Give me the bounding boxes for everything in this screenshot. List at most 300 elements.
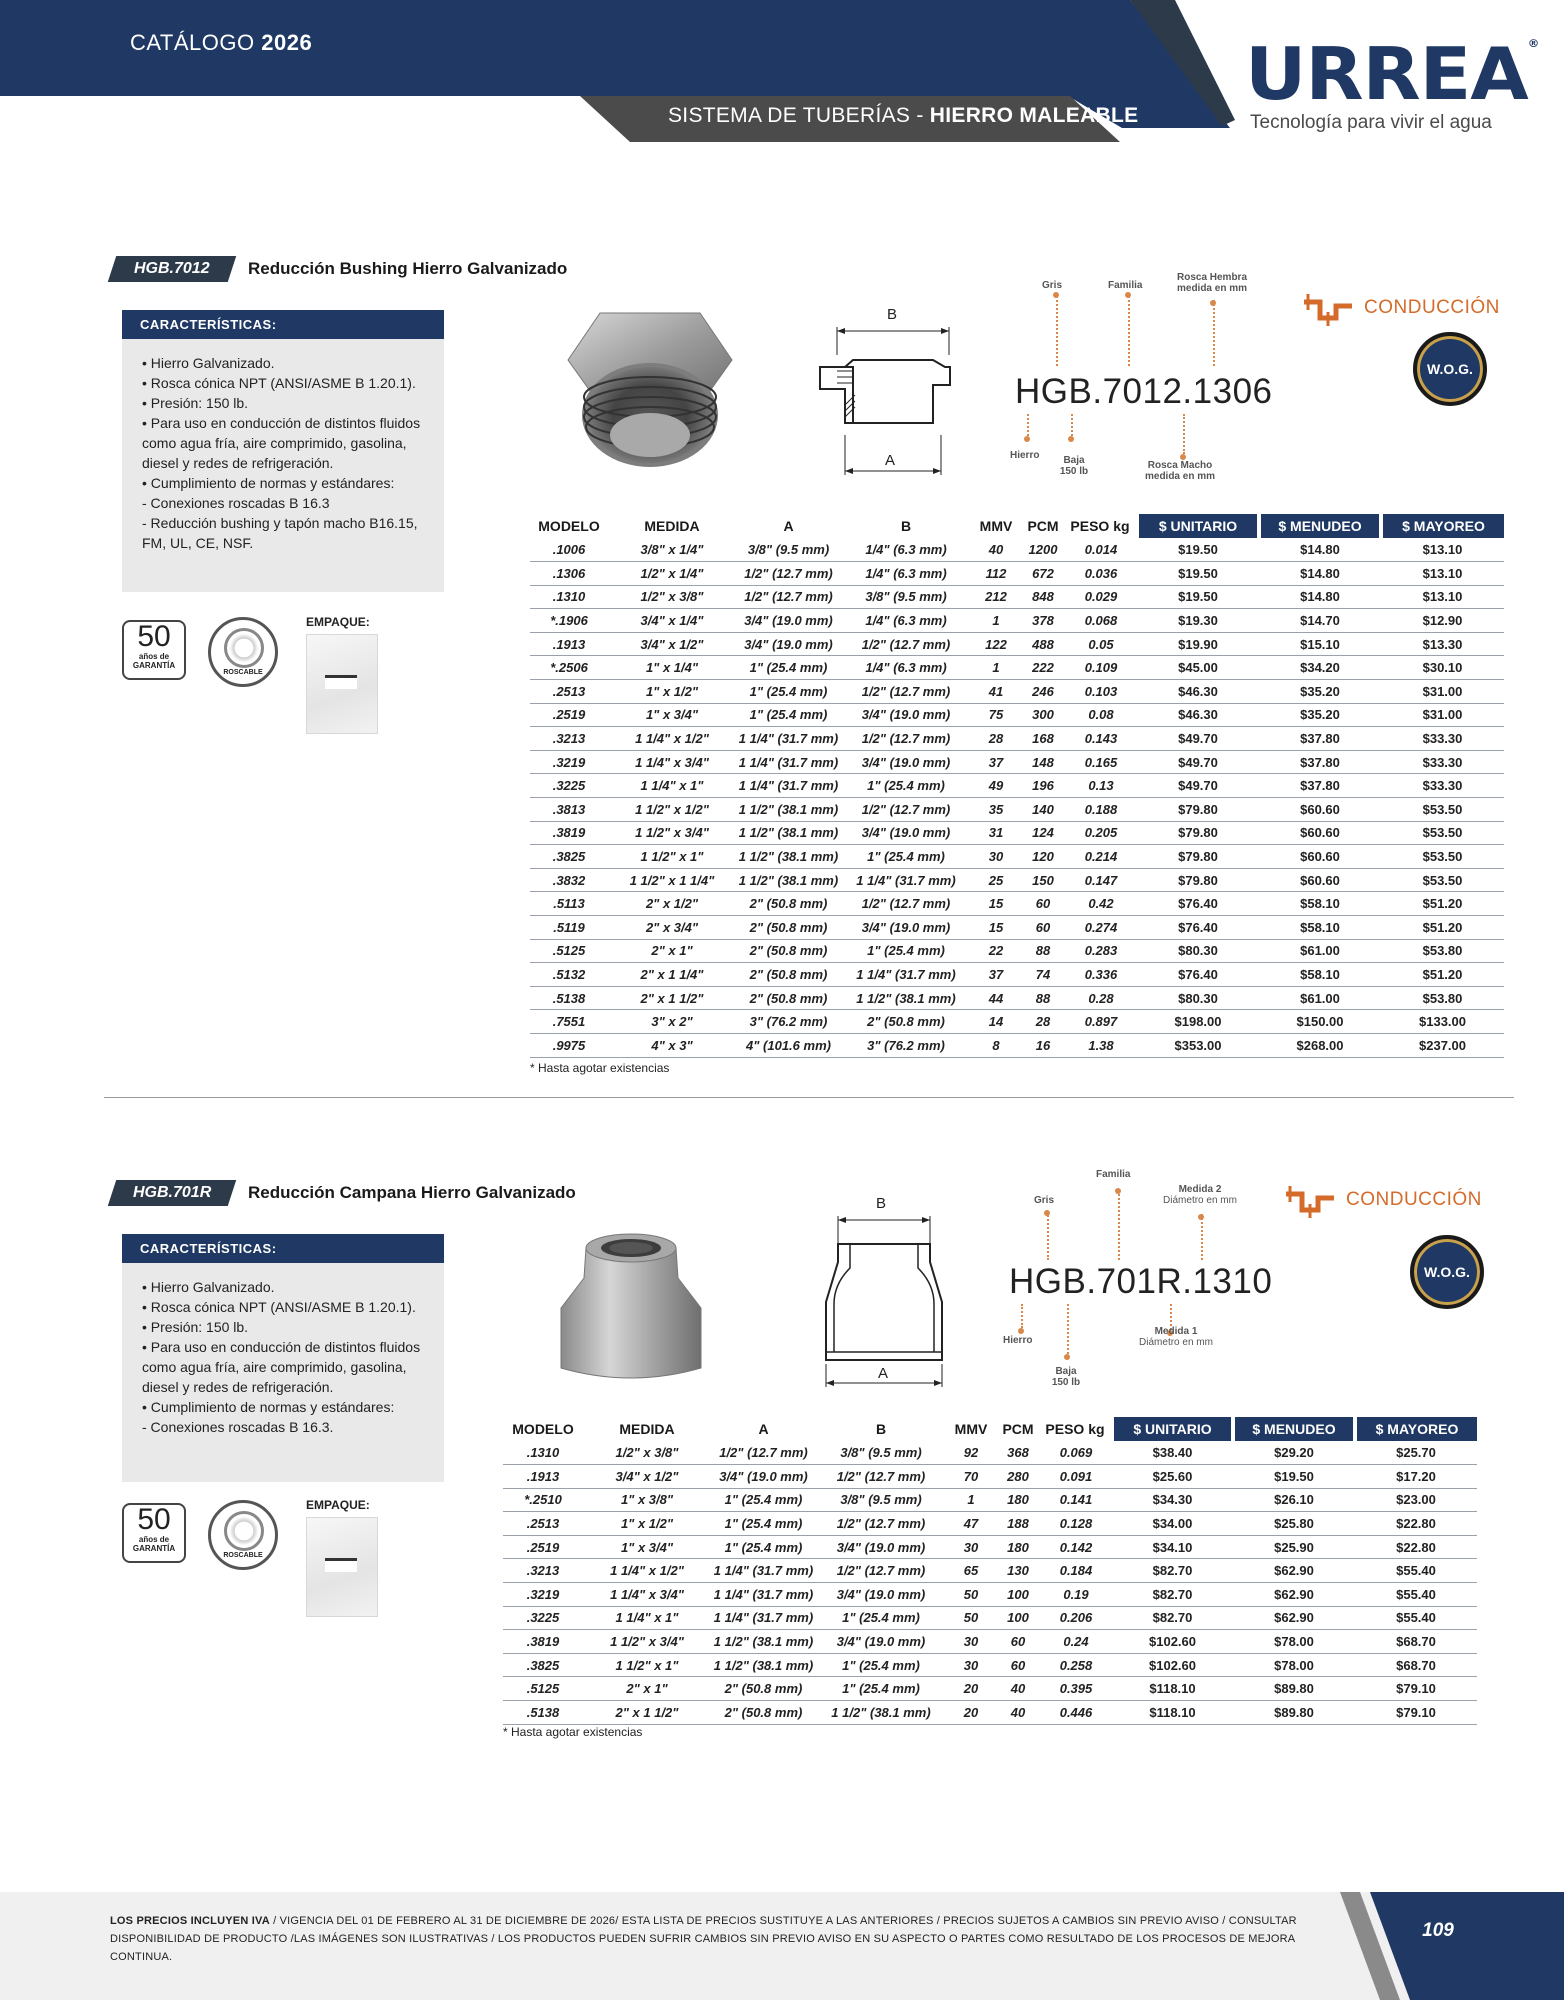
col-header: MEDIDA — [644, 518, 700, 534]
table-cell: 3/4" x 1/2" — [608, 632, 736, 656]
table-cell: 3/4" (19.0 mm) — [841, 821, 971, 845]
catalog-label: CATÁLOGO 2026 — [130, 30, 313, 55]
table-row — [503, 1653, 1477, 1677]
features-list — [122, 339, 444, 571]
table-cell: 1" (25.4 mm) — [711, 1535, 816, 1559]
table-cell: $34.20 — [1259, 656, 1381, 680]
annotation-line — [1027, 414, 1029, 436]
table-cell: *.1906 — [530, 609, 608, 633]
table-cell: 368 — [996, 1441, 1040, 1465]
annotation-dot — [1125, 292, 1131, 298]
table-cell: $49.70 — [1137, 774, 1259, 798]
table-cell: 50 — [946, 1583, 996, 1607]
warranty-badge — [122, 1503, 186, 1563]
annotation-line — [1118, 1190, 1120, 1260]
table-cell: $25.90 — [1233, 1535, 1355, 1559]
table-row — [530, 916, 1504, 940]
table-cell: $13.10 — [1381, 538, 1504, 562]
col-header: A — [783, 518, 794, 534]
brand-logo — [1245, 32, 1539, 134]
conduccion-label: CONDUCCIÓN — [1364, 297, 1500, 318]
table-cell: 378 — [1021, 609, 1065, 633]
table-cell: 0.283 — [1065, 939, 1137, 963]
table-cell: 246 — [1021, 680, 1065, 704]
table-cell: $198.00 — [1137, 1010, 1259, 1034]
table-cell: 0.206 — [1040, 1606, 1112, 1630]
table-cell: 1 1/2" (38.1 mm) — [736, 821, 841, 845]
table-cell: 3/8" (9.5 mm) — [816, 1488, 946, 1512]
table-cell: 0.109 — [1065, 656, 1137, 680]
table-cell: 25 — [971, 868, 1021, 892]
table-cell: 2" (50.8 mm) — [736, 892, 841, 916]
table-cell: 0.029 — [1065, 585, 1137, 609]
table-cell: 28 — [1021, 1010, 1065, 1034]
annotation-baja: Baja 150 lb — [1051, 1366, 1081, 1388]
table-cell: 1" (25.4 mm) — [816, 1606, 946, 1630]
table-cell: $68.70 — [1355, 1653, 1477, 1677]
table-cell: $14.80 — [1259, 585, 1381, 609]
section-divider — [104, 1097, 1514, 1098]
table-cell: $53.50 — [1381, 798, 1504, 822]
packing-label: EMPAQUE: — [306, 1498, 370, 1512]
table-row — [530, 538, 1504, 562]
table-cell: 1 1/2" (38.1 mm) — [711, 1630, 816, 1654]
table-row — [530, 727, 1504, 751]
table-row — [503, 1606, 1477, 1630]
table-cell: 1 1/2" x 3/4" — [608, 821, 736, 845]
annotation-line — [1021, 1304, 1023, 1328]
table-cell: 3/4" (19.0 mm) — [816, 1583, 946, 1607]
col-header: PCM — [1027, 518, 1059, 534]
table-cell: $19.90 — [1137, 632, 1259, 656]
table-cell: 1/2" x 3/8" — [608, 585, 736, 609]
table-cell: 1 1/4" x 1" — [583, 1606, 711, 1630]
annotation-line — [1067, 1304, 1069, 1354]
table-cell: 1 1/2" x 3/4" — [583, 1630, 711, 1654]
drawing-label-b: B — [887, 306, 898, 323]
table-cell: 1 1/2" x 1/2" — [608, 798, 736, 822]
table-cell: 92 — [946, 1441, 996, 1465]
col-header: MMV — [954, 1421, 988, 1437]
table-cell: 1" (25.4 mm) — [711, 1512, 816, 1536]
pipe-icon — [1282, 1180, 1338, 1220]
table-cell: 0.274 — [1065, 916, 1137, 940]
table-cell: 1/2" (12.7 mm) — [816, 1465, 946, 1489]
table-cell: 0.13 — [1065, 774, 1137, 798]
table-cell: $49.70 — [1137, 727, 1259, 751]
table-cell: 88 — [1021, 939, 1065, 963]
table-cell: $79.80 — [1137, 845, 1259, 869]
table-cell: 2" (50.8 mm) — [736, 916, 841, 940]
col-header: B — [900, 518, 912, 534]
table-row — [530, 1010, 1504, 1034]
table-cell: 0.188 — [1065, 798, 1137, 822]
col-header-price: $ MENUDEO — [1233, 1417, 1355, 1441]
table-cell: .3819 — [530, 821, 608, 845]
table-cell: $15.10 — [1259, 632, 1381, 656]
table-cell: 88 — [1021, 986, 1065, 1010]
table-cell: 0.214 — [1065, 845, 1137, 869]
table-cell: 0.069 — [1040, 1441, 1112, 1465]
table-cell: 22 — [971, 939, 1021, 963]
table-cell: $37.80 — [1259, 727, 1381, 751]
table-row — [530, 963, 1504, 987]
table-cell: 1/2" (12.7 mm) — [816, 1559, 946, 1583]
table-cell: 1 1/4" x 3/4" — [608, 750, 736, 774]
table-cell: 0.143 — [1065, 727, 1137, 751]
table-cell: 1" x 3/4" — [608, 703, 736, 727]
table-cell: .3213 — [530, 727, 608, 751]
table-cell: 120 — [1021, 845, 1065, 869]
table-cell: $62.90 — [1233, 1606, 1355, 1630]
table-cell: $25.60 — [1112, 1465, 1233, 1489]
col-header-price: $ MAYOREO — [1381, 514, 1504, 538]
feature-item: • Cumplimiento de normas y estándares: — [142, 1399, 395, 1415]
table-cell: 3/4" (19.0 mm) — [736, 632, 841, 656]
table-cell: 1/2" x 3/8" — [583, 1441, 711, 1465]
table-row — [530, 609, 1504, 633]
table-cell: 1 1/2" (38.1 mm) — [816, 1701, 946, 1725]
table-cell: 65 — [946, 1559, 996, 1583]
table-cell: .7551 — [530, 1010, 608, 1034]
table-cell: 3/8" (9.5 mm) — [816, 1441, 946, 1465]
table-cell: $51.20 — [1381, 892, 1504, 916]
table-cell: $33.30 — [1381, 727, 1504, 751]
table-cell: $53.50 — [1381, 868, 1504, 892]
table-cell: 4" (101.6 mm) — [736, 1033, 841, 1057]
table-cell: 148 — [1021, 750, 1065, 774]
table-cell: 1" x 1/4" — [608, 656, 736, 680]
table-cell: 1" (25.4 mm) — [841, 774, 971, 798]
table-cell: 1 1/4" (31.7 mm) — [711, 1606, 816, 1630]
table-cell: 212 — [971, 585, 1021, 609]
table-cell: 0.128 — [1040, 1512, 1112, 1536]
example-code: HGB.701R.1310 — [1009, 1262, 1273, 1301]
table-cell: 1 1/2" (38.1 mm) — [736, 798, 841, 822]
table-cell: 0.19 — [1040, 1583, 1112, 1607]
table-cell: $76.40 — [1137, 892, 1259, 916]
annotation-gris: Gris — [1042, 280, 1063, 291]
annotation-gris: Gris — [1034, 1195, 1055, 1206]
table-row — [530, 632, 1504, 656]
table-cell: 60 — [996, 1653, 1040, 1677]
table-cell: .1306 — [530, 562, 608, 586]
registered-mark: ® — [1527, 37, 1539, 50]
table-row — [503, 1488, 1477, 1512]
table-cell: 1/2" (12.7 mm) — [841, 892, 971, 916]
table-cell: $46.30 — [1137, 703, 1259, 727]
product-code-badge: HGB.7012 — [108, 256, 236, 282]
table-cell: 30 — [946, 1535, 996, 1559]
table-cell: 16 — [1021, 1033, 1065, 1057]
table-cell: 1 1/4" (31.7 mm) — [736, 774, 841, 798]
warranty-text: años de GARANTÍA — [132, 1535, 176, 1553]
table-cell: 70 — [946, 1465, 996, 1489]
table-cell: 1/2" (12.7 mm) — [841, 727, 971, 751]
roscable-icon — [208, 617, 278, 687]
table-cell: 1 1/4" x 1/2" — [583, 1559, 711, 1583]
table-cell: 50 — [946, 1606, 996, 1630]
table-cell: 168 — [1021, 727, 1065, 751]
table-cell: 1" x 3/8" — [583, 1488, 711, 1512]
table-cell: 3/8" x 1/4" — [608, 538, 736, 562]
packing-label: EMPAQUE: — [306, 615, 370, 629]
col-header: PESO kg — [1045, 1421, 1105, 1437]
table-header-row — [503, 1417, 1477, 1441]
table-cell: .1913 — [503, 1465, 583, 1489]
feature-item: • Rosca cónica NPT (ANSI/ASME B 1.20.1). — [142, 375, 416, 391]
table-cell: .2513 — [530, 680, 608, 704]
conduccion-label: CONDUCCIÓN — [1346, 1189, 1482, 1210]
table-cell: 30 — [946, 1630, 996, 1654]
table-cell: *.2510 — [503, 1488, 583, 1512]
table-cell: 3/8" (9.5 mm) — [841, 585, 971, 609]
table-cell: $30.10 — [1381, 656, 1504, 680]
table-cell: .3225 — [503, 1606, 583, 1630]
table-cell: 1 — [971, 609, 1021, 633]
drawing-label-b: B — [876, 1195, 887, 1212]
table-cell: .5132 — [530, 963, 608, 987]
table-cell: $22.80 — [1355, 1512, 1477, 1536]
table-cell: $118.10 — [1112, 1701, 1233, 1725]
table-cell: $102.60 — [1112, 1653, 1233, 1677]
table-cell: 2" x 1 1/4" — [608, 963, 736, 987]
table-cell: 0.24 — [1040, 1630, 1112, 1654]
table-cell: 1/4" (6.3 mm) — [841, 609, 971, 633]
table-cell: 30 — [946, 1653, 996, 1677]
table-cell: 300 — [1021, 703, 1065, 727]
table-cell: 122 — [971, 632, 1021, 656]
col-header: A — [758, 1421, 769, 1437]
table-cell: $353.00 — [1137, 1033, 1259, 1057]
table-cell: 0.184 — [1040, 1559, 1112, 1583]
annotation-medida2: Medida 2 Diámetro en mm — [1163, 1184, 1237, 1206]
table-cell: $55.40 — [1355, 1583, 1477, 1607]
table-cell: $58.10 — [1259, 892, 1381, 916]
table-cell: 2" x 1" — [608, 939, 736, 963]
table-cell: $13.30 — [1381, 632, 1504, 656]
table-cell: 1.38 — [1065, 1033, 1137, 1057]
roscable-label: ROSCABLE — [223, 1552, 263, 1559]
table-cell: 0.42 — [1065, 892, 1137, 916]
table-cell: $118.10 — [1112, 1677, 1233, 1701]
table-cell: $49.70 — [1137, 750, 1259, 774]
table-cell: 37 — [971, 750, 1021, 774]
table-cell: $76.40 — [1137, 963, 1259, 987]
table-cell: $79.80 — [1137, 821, 1259, 845]
table-cell: 3" (76.2 mm) — [736, 1010, 841, 1034]
annotation-rosca-macho: Rosca Macho medida en mm — [1144, 460, 1216, 482]
annotation-hierro: Hierro — [1003, 1335, 1033, 1346]
table-cell: .1310 — [503, 1441, 583, 1465]
table-cell: 0.08 — [1065, 703, 1137, 727]
table-cell: .3832 — [530, 868, 608, 892]
col-header: MODELO — [538, 518, 600, 534]
annotation-line — [1056, 296, 1058, 366]
table-cell: 41 — [971, 680, 1021, 704]
table-cell: *.2506 — [530, 656, 608, 680]
table-cell: $17.20 — [1355, 1465, 1477, 1489]
table-row — [530, 750, 1504, 774]
warranty-text: años de GARANTÍA — [132, 652, 176, 670]
stock-note: * Hasta agotar existencias — [530, 1061, 670, 1075]
table-cell: $35.20 — [1259, 703, 1381, 727]
annotation-dot — [1018, 1328, 1024, 1334]
features-list — [122, 1263, 444, 1455]
table-row — [503, 1677, 1477, 1701]
feature-item: • Hierro Galvanizado. — [142, 355, 275, 371]
annotation-dot — [1064, 1354, 1070, 1360]
table-cell: .5138 — [503, 1701, 583, 1725]
table-cell: $33.30 — [1381, 750, 1504, 774]
table-cell: 1 1/2" (38.1 mm) — [711, 1653, 816, 1677]
table-cell: .3825 — [530, 845, 608, 869]
table-cell: .2513 — [503, 1512, 583, 1536]
table-cell: 1 1/4" (31.7 mm) — [841, 868, 971, 892]
table-cell: 40 — [996, 1677, 1040, 1701]
table-cell: $78.00 — [1233, 1653, 1355, 1677]
table-cell: 60 — [1021, 892, 1065, 916]
col-header: MEDIDA — [619, 1421, 675, 1437]
packing-bag-image — [306, 634, 378, 734]
feature-item: • Cumplimiento de normas y estándares: — [142, 475, 395, 491]
pipe-icon — [1300, 288, 1356, 328]
table-cell: .2519 — [530, 703, 608, 727]
table-cell: $89.80 — [1233, 1677, 1355, 1701]
table-cell: 1/2" (12.7 mm) — [841, 798, 971, 822]
table-cell: $79.80 — [1137, 868, 1259, 892]
wog-badge: W.O.G. — [1413, 332, 1487, 406]
table-cell: $268.00 — [1259, 1033, 1381, 1057]
table-cell: 1 1/2" x 1 1/4" — [608, 868, 736, 892]
table-cell: 0.258 — [1040, 1653, 1112, 1677]
stock-note: * Hasta agotar existencias — [503, 1725, 643, 1739]
table-cell: 1/2" (12.7 mm) — [841, 680, 971, 704]
table-header-row — [530, 514, 1504, 538]
table-cell: 112 — [971, 562, 1021, 586]
table-cell: .1310 — [530, 585, 608, 609]
table-cell: 848 — [1021, 585, 1065, 609]
table-cell: $237.00 — [1381, 1033, 1504, 1057]
footer-disclaimer: LOS PRECIOS INCLUYEN IVA / VIGENCIA DEL 01 DE FEBRERO AL 31 DE DICIEMBRE DE 2026/ ESTA LISTA DE PRECIOS SUSTITUYE A LAS ANTERIORES / PRECIOS SUJETOS A CAMBIOS SIN PREVIO AVISO / CONSULTAR DISPONIBILIDAD DE PRODUCTO /LAS IMÁGENES SON ILUSTRATIVAS / LOS PRODUCTOS PUEDEN SUFRIR CAMBIOS SIN PREVIO AVISO EN SU ASPECTO O PARTES COMO RESULTADO DE LOS PROCESOS DE MEJORA CONTINUA. — [110, 1915, 1297, 1963]
table-cell: 0.103 — [1065, 680, 1137, 704]
annotation-line — [1128, 296, 1130, 366]
table-cell: $19.50 — [1137, 538, 1259, 562]
table-cell: 3/4" (19.0 mm) — [711, 1465, 816, 1489]
table-cell: 140 — [1021, 798, 1065, 822]
table-cell: 100 — [996, 1583, 1040, 1607]
features-heading: CARACTERÍSTICAS: — [122, 310, 444, 339]
table-row — [530, 821, 1504, 845]
table-row — [503, 1583, 1477, 1607]
table-cell: $58.10 — [1259, 963, 1381, 987]
table-cell: $150.00 — [1259, 1010, 1381, 1034]
table-cell: .3825 — [503, 1653, 583, 1677]
table-cell: 3/4" (19.0 mm) — [816, 1535, 946, 1559]
table-cell: .3219 — [503, 1583, 583, 1607]
table-cell: $62.90 — [1233, 1583, 1355, 1607]
table-cell: 2" (50.8 mm) — [736, 986, 841, 1010]
table-cell: 3/4" (19.0 mm) — [816, 1630, 946, 1654]
table-cell: 1/4" (6.3 mm) — [841, 562, 971, 586]
table-cell: 1200 — [1021, 538, 1065, 562]
table-cell: $34.30 — [1112, 1488, 1233, 1512]
table-cell: 1" (25.4 mm) — [816, 1653, 946, 1677]
table-cell: 1 1/2" (38.1 mm) — [736, 845, 841, 869]
table-cell: 14 — [971, 1010, 1021, 1034]
table-cell: $31.00 — [1381, 680, 1504, 704]
table-cell: 3/4" x 1/4" — [608, 609, 736, 633]
table-cell: 4" x 3" — [608, 1033, 736, 1057]
product-title: Reducción Bushing Hierro Galvanizado — [248, 259, 568, 278]
table-cell: 0.446 — [1040, 1701, 1112, 1725]
table-cell: 37 — [971, 963, 1021, 987]
table-row — [530, 1033, 1504, 1057]
warranty-badge — [122, 620, 186, 680]
table-cell: 1 — [971, 656, 1021, 680]
table-cell: 1" (25.4 mm) — [711, 1488, 816, 1512]
table-cell: 0.205 — [1065, 821, 1137, 845]
table-cell: $38.40 — [1112, 1441, 1233, 1465]
table-cell: $45.00 — [1137, 656, 1259, 680]
campana-drawing — [820, 1192, 950, 1392]
table-cell: 0.142 — [1040, 1535, 1112, 1559]
table-cell: 2" x 1" — [583, 1677, 711, 1701]
table-cell: $89.80 — [1233, 1701, 1355, 1725]
product-table — [503, 1417, 1477, 1725]
table-cell: $68.70 — [1355, 1630, 1477, 1654]
table-cell: $53.50 — [1381, 845, 1504, 869]
table-cell: 2" (50.8 mm) — [711, 1701, 816, 1725]
feature-item: • Hierro Galvanizado. — [142, 1279, 275, 1295]
table-cell: 60 — [996, 1630, 1040, 1654]
bushing-photo — [560, 305, 740, 475]
table-cell: 2" (50.8 mm) — [736, 963, 841, 987]
table-cell: $22.80 — [1355, 1535, 1477, 1559]
table-cell: 280 — [996, 1465, 1040, 1489]
table-cell: 0.336 — [1065, 963, 1137, 987]
annotation-line — [1213, 300, 1215, 366]
table-cell: 1" (25.4 mm) — [736, 680, 841, 704]
annotation-dot — [1053, 292, 1059, 298]
table-cell: $26.10 — [1233, 1488, 1355, 1512]
feature-item: • Rosca cónica NPT (ANSI/ASME B 1.20.1). — [142, 1299, 416, 1315]
table-row — [503, 1559, 1477, 1583]
system-title: SISTEMA DE TUBERÍAS - HIERRO MALEABLE — [668, 104, 1139, 127]
table-cell: 0.28 — [1065, 986, 1137, 1010]
table-row — [530, 939, 1504, 963]
table-cell: 75 — [971, 703, 1021, 727]
col-header: PESO kg — [1070, 518, 1130, 534]
annotation-familia: Familia — [1096, 1169, 1131, 1180]
table-cell: $58.10 — [1259, 916, 1381, 940]
table-cell: 40 — [996, 1701, 1040, 1725]
table-cell: 44 — [971, 986, 1021, 1010]
table-row — [530, 585, 1504, 609]
table-cell: $133.00 — [1381, 1010, 1504, 1034]
drawing-label-a: A — [885, 452, 896, 469]
table-cell: 3" (76.2 mm) — [841, 1033, 971, 1057]
table-row — [503, 1701, 1477, 1725]
table-cell: 3/4" x 1/2" — [583, 1465, 711, 1489]
table-cell: 124 — [1021, 821, 1065, 845]
table-cell: 0.068 — [1065, 609, 1137, 633]
table-cell: 1 1/4" (31.7 mm) — [841, 963, 971, 987]
table-cell: $34.00 — [1112, 1512, 1233, 1536]
table-cell: .3819 — [503, 1630, 583, 1654]
table-cell: $82.70 — [1112, 1606, 1233, 1630]
table-cell: 1 1/2" (38.1 mm) — [736, 868, 841, 892]
